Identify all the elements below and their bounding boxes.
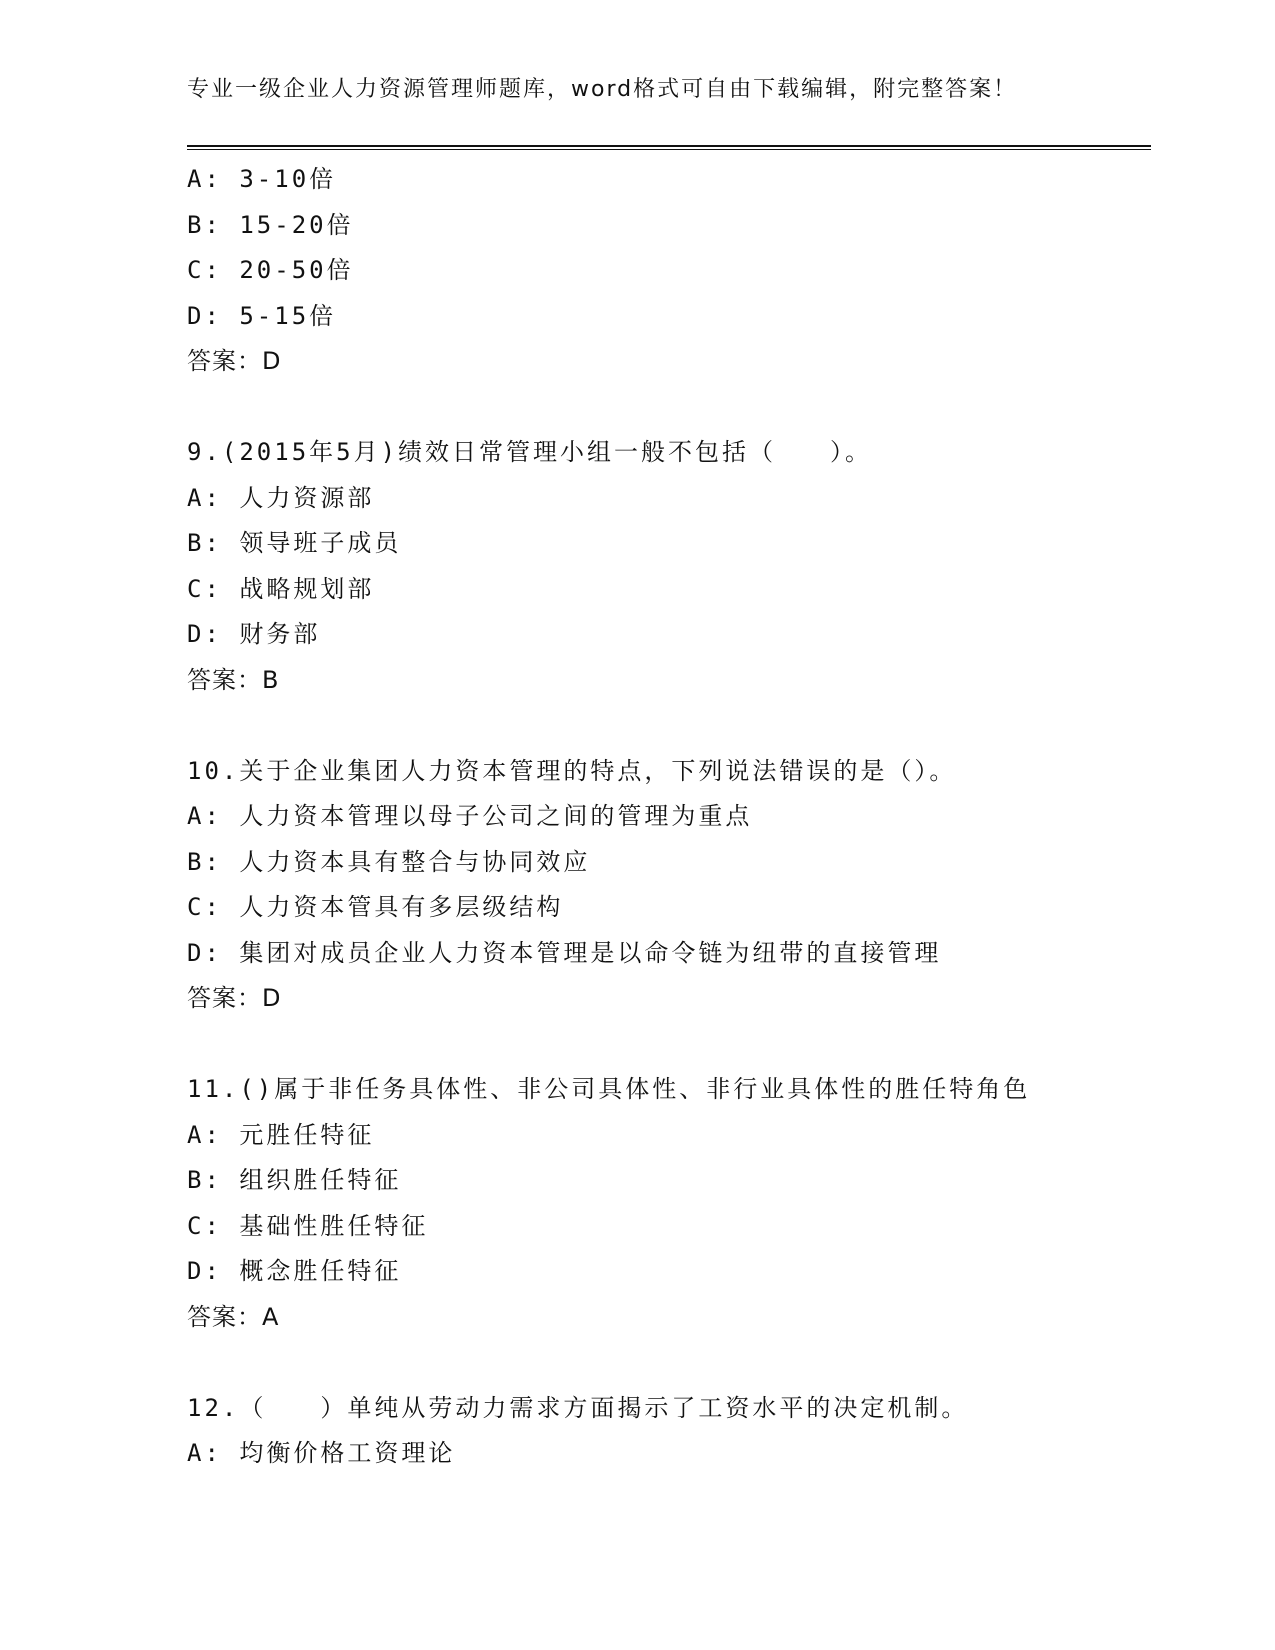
option-a: A: 元胜任特征	[187, 1120, 375, 1149]
question-stem: 10.关于企业集团人力资本管理的特点，下列说法错误的是（）。	[187, 756, 957, 785]
question-block	[187, 157, 1151, 385]
question-block	[187, 749, 1151, 1022]
answer: 答案：B	[187, 665, 280, 694]
question-block	[187, 1067, 1151, 1340]
option-c: C: 人力资本管具有多层级结构	[187, 893, 564, 921]
answer: 答案：D	[187, 984, 282, 1012]
option-d: D: 概念胜任特征	[187, 1257, 402, 1285]
page-header: 专业一级企业人力资源管理师题库，word格式可自由下载编辑，附完整答案！	[187, 77, 1018, 102]
option-c: C: 20-50倍	[187, 256, 354, 284]
question-list	[187, 157, 1151, 1477]
option-c: C: 基础性胜任特征	[187, 1211, 429, 1240]
question-stem: 12.（ ）单纯从劳动力需求方面揭示了工资水平的决定机制。	[187, 1393, 969, 1422]
option-c: C: 战略规划部	[187, 574, 375, 603]
question-stem: 9.(2015年5月)绩效日常管理小组一般不包括（ ）。	[187, 438, 873, 466]
header-divider	[187, 145, 1151, 151]
question-block	[187, 430, 1151, 703]
option-b: B: 领导班子成员	[187, 529, 402, 557]
option-b: B: 15-20倍	[187, 210, 354, 239]
option-d: D: 财务部	[187, 620, 321, 648]
answer: 答案：A	[187, 1302, 280, 1331]
option-a: A: 3-10倍	[187, 165, 337, 193]
option-a: A: 人力资本管理以母子公司之间的管理为重点	[187, 802, 753, 830]
option-a: A: 人力资源部	[187, 483, 375, 512]
question-block	[187, 1386, 1151, 1477]
option-b: B: 人力资本具有整合与协同效应	[187, 847, 591, 876]
option-d: D: 集团对成员企业人力资本管理是以命令链为纽带的直接管理	[187, 938, 942, 967]
option-b: B: 组织胜任特征	[187, 1166, 402, 1194]
answer: 答案：D	[187, 347, 282, 375]
option-a: A: 均衡价格工资理论	[187, 1439, 456, 1467]
option-d: D: 5-15倍	[187, 301, 337, 330]
question-stem: 11.()属于非任务具体性、非公司具体性、非行业具体性的胜任特角色	[187, 1075, 1031, 1103]
